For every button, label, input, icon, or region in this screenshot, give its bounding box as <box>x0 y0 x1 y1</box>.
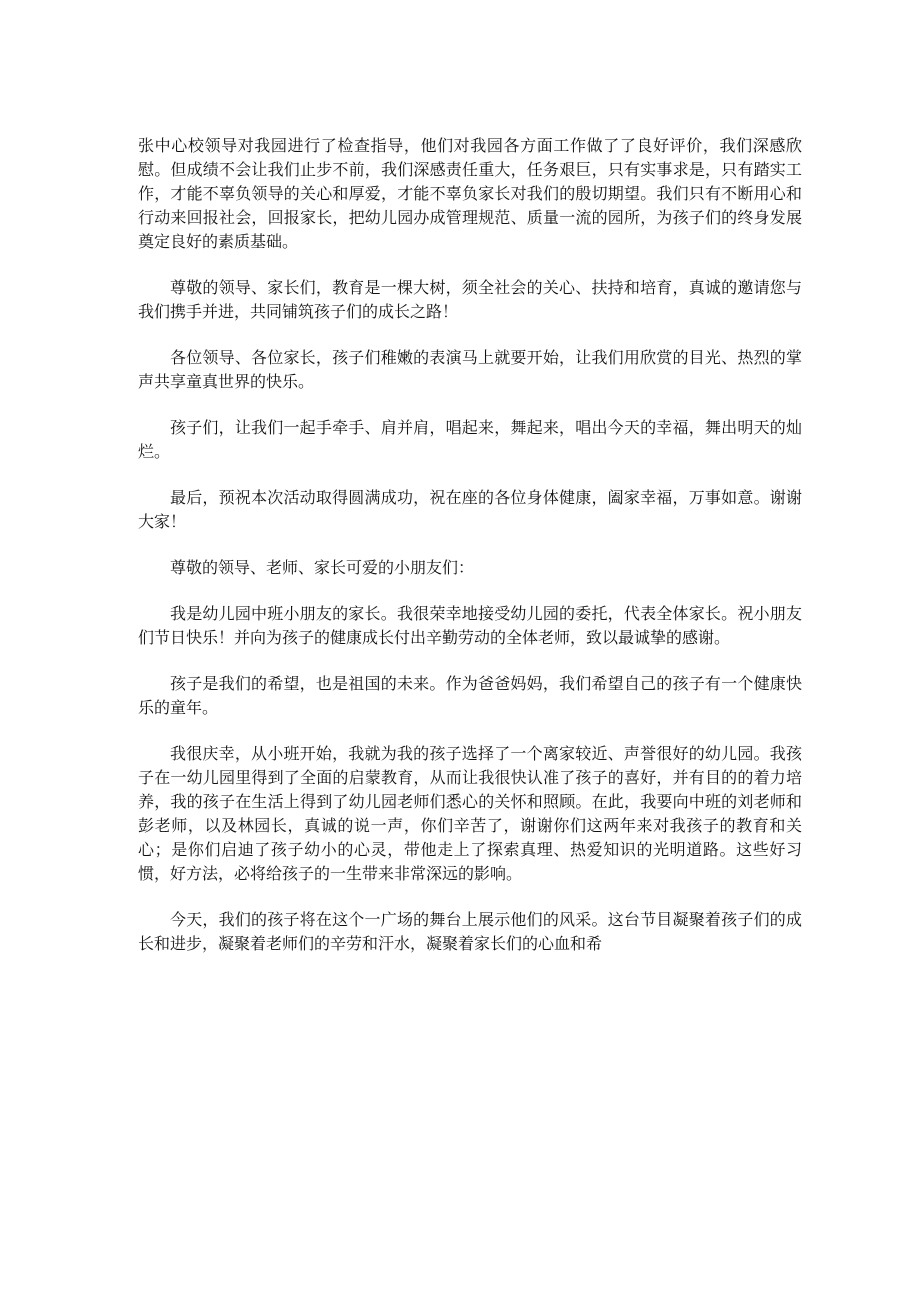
paragraph: 张中心校领导对我园进行了检查指导，他们对我园各方面工作做了了良好评价，我们深感欣慰。但成绩不会让我们止步不前，我们深感责任重大，任务艰巨，只有实事求是，只有踏实工作，才能不辜负领导的关心和厚爱，才能不辜负家长对我们的殷切期望。我们只有不断用心和行动来回报社会，回报家长，把幼儿园办成管理规范、质量一流的园所，为孩子们的终身发展奠定良好的素质基础。 <box>138 136 802 251</box>
paragraph: 各位领导、各位家长，孩子们稚嫩的表演马上就要开始，让我们用欣赏的目光、热烈的掌声共享童真世界的快乐。 <box>138 348 802 391</box>
paragraph: 我是幼儿园中班小朋友的家长。我很荣幸地接受幼儿园的委托，代表全体家长。祝小朋友们节日快乐！并向为孩子的健康成长付出辛勤劳动的全体老师，致以最诚挚的感谢。 <box>138 604 802 647</box>
document-body <box>138 134 802 978</box>
paragraph: 我很庆幸，从小班开始，我就为我的孩子选择了一个离家较近、声誉很好的幼儿园。我孩子在一幼儿园里得到了全面的启蒙教育，从而让我很快认准了孩子的喜好，并有目的的着力培养，我的孩子在生活上得到了幼儿园老师们悉心的关怀和照顾。在此，我要向中班的刘老师和彭老师，以及林园长，真诚的说一声，你们辛苦了，谢谢你们这两年来对我孩子的教育和关心；是你们启迪了孩子幼小的心灵，带他走上了探索真理、热爱知识的光明道路。这些好习惯，好方法，必将给孩子的一生带来非常深远的影响。 <box>138 744 802 883</box>
paragraph: 尊敬的领导、家长们，教育是一棵大树，须全社会的关心、扶持和培育，真诚的邀请您与我们携手并进，共同铺筑孩子们的成长之路！ <box>138 278 802 321</box>
paragraph-salutation: 尊敬的领导、老师、家长可爱的小朋友们： <box>170 558 475 577</box>
paragraph: 今天，我们的孩子将在这个一广场的舞台上展示他们的风采。这台节目凝聚着孩子们的成长和进步，凝聚着老师们的辛劳和汗水，凝聚着家长们的心血和希 <box>138 910 802 953</box>
paragraph: 最后，预祝本次活动取得圆满成功，祝在座的各位身体健康，阖家幸福，万事如意。谢谢大家！ <box>138 488 802 531</box>
paragraph: 孩子们，让我们一起手牵手、肩并肩，唱起来，舞起来，唱出今天的幸福，舞出明天的灿烂。 <box>138 418 802 461</box>
paragraph: 孩子是我们的希望，也是祖国的未来。作为爸爸妈妈，我们希望自己的孩子有一个健康快乐的童年。 <box>138 674 802 717</box>
